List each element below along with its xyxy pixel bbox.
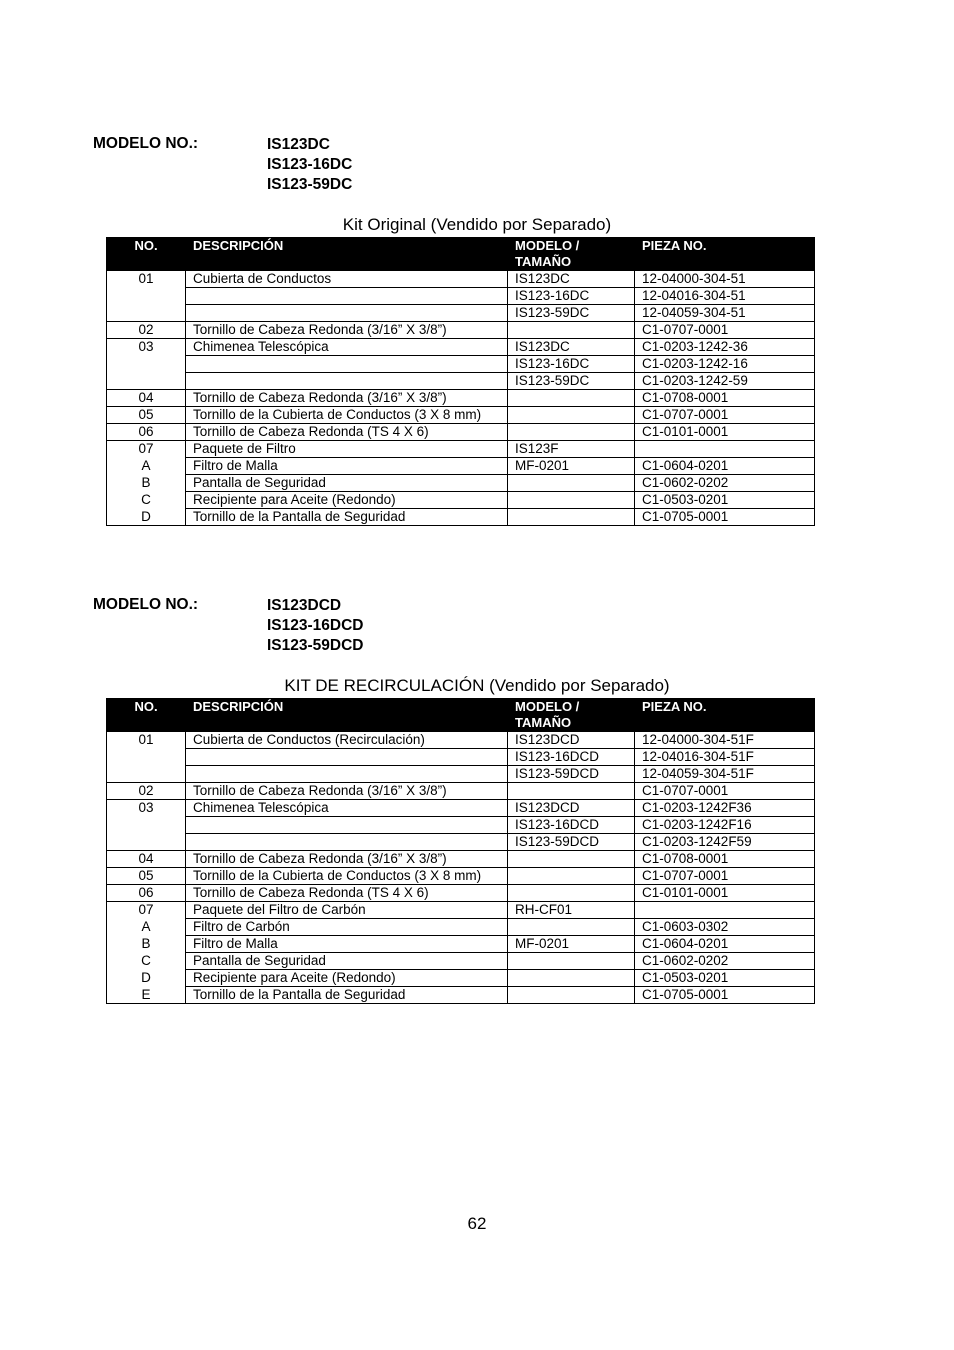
table-row [107,492,815,509]
cell-part-no: C1-0707-0001 [635,868,815,885]
cell-no: 05 [107,407,186,424]
cell-no: B [107,936,186,953]
cell-part-no: C1-0203-1242-59 [635,373,815,390]
cell-part-no: C1-0705-0001 [635,509,815,526]
cell-description: Tornillo de Cabeza Redonda (3/16” X 3/8”) [186,322,508,339]
cell-model: IS123-59DCD [508,834,635,851]
model-value: IS123-16DC [267,156,353,173]
cell-no: 04 [107,390,186,407]
cell-description: Paquete de Filtro [186,441,508,458]
cell-model: IS123DCD [508,732,635,749]
table-row [107,322,815,339]
cell-description: Filtro de Malla [186,458,508,475]
cell-no: E [107,987,186,1004]
header-no: NO. [107,238,186,271]
table-row [107,902,815,919]
cell-model: IS123-16DC [508,288,635,305]
cell-part-no: 12-04000-304-51 [635,271,815,288]
cell-model: IS123DCD [508,800,635,817]
cell-part-no: C1-0203-1242F59 [635,834,815,851]
cell-part-no: C1-0503-0201 [635,970,815,987]
cell-model: MF-0201 [508,936,635,953]
cell-part-no: 12-04059-304-51 [635,305,815,322]
cell-description: Recipiente para Aceite (Redondo) [186,492,508,509]
cell-model [508,390,635,407]
cell-no: A [107,919,186,936]
cell-description: Tornillo de la Pantalla de Seguridad [186,987,508,1004]
cell-no [107,766,186,783]
table-row [107,749,815,766]
cell-no [107,834,186,851]
cell-part-no: 12-04016-304-51F [635,749,815,766]
cell-model: RH-CF01 [508,902,635,919]
table-row [107,305,815,322]
cell-description [186,834,508,851]
cell-part-no: C1-0604-0201 [635,458,815,475]
table-row [107,424,815,441]
table-row [107,373,815,390]
cell-no: 03 [107,339,186,356]
cell-description: Tornillo de Cabeza Redonda (TS 4 X 6) [186,885,508,902]
table-row [107,868,815,885]
header-part-no: PIEZA NO. [635,238,815,271]
cell-no: 04 [107,851,186,868]
table-row [107,288,815,305]
cell-model: IS123DC [508,339,635,356]
cell-description [186,305,508,322]
cell-description: Tornillo de Cabeza Redonda (3/16” X 3/8”) [186,783,508,800]
table-row [107,407,815,424]
cell-part-no: C1-0707-0001 [635,322,815,339]
model-value: IS123-59DCD [267,637,364,654]
cell-part-no: C1-0602-0202 [635,953,815,970]
cell-part-no: C1-0203-1242F16 [635,817,815,834]
cell-no: C [107,492,186,509]
table-header-row [107,699,815,732]
table-row [107,936,815,953]
cell-model [508,953,635,970]
cell-part-no: C1-0203-1242-36 [635,339,815,356]
cell-no: 05 [107,868,186,885]
cell-description: Pantalla de Seguridad [186,475,508,492]
header-model: MODELO / TAMAÑO [508,699,635,732]
cell-no: 06 [107,424,186,441]
cell-description: Tornillo de la Cubierta de Conductos (3 X 8 mm) [186,407,508,424]
table-row [107,970,815,987]
cell-part-no: C1-0203-1242F36 [635,800,815,817]
cell-no: B [107,475,186,492]
cell-no: 07 [107,441,186,458]
cell-part-no: C1-0603-0302 [635,919,815,936]
cell-part-no: C1-0203-1242-16 [635,356,815,373]
cell-description: Cubierta de Conductos [186,271,508,288]
parts-table [106,698,815,1004]
cell-description [186,356,508,373]
cell-no: 02 [107,322,186,339]
cell-model: IS123-16DCD [508,817,635,834]
table-row [107,271,815,288]
table-row [107,919,815,936]
cell-model [508,783,635,800]
header-description: DESCRIPCIÓN [186,699,508,732]
cell-no: 01 [107,271,186,288]
cell-part-no: C1-0707-0001 [635,407,815,424]
cell-description: Tornillo de Cabeza Redonda (3/16” X 3/8”) [186,851,508,868]
cell-part-no [635,441,815,458]
cell-part-no: C1-0101-0001 [635,424,815,441]
cell-part-no [635,902,815,919]
header-model: MODELO / TAMAÑO [508,238,635,271]
table-row [107,458,815,475]
cell-model: IS123-59DC [508,373,635,390]
model-value: IS123-16DCD [267,617,364,634]
cell-model [508,970,635,987]
cell-part-no: C1-0705-0001 [635,987,815,1004]
cell-description [186,373,508,390]
cell-model: IS123-59DCD [508,766,635,783]
cell-model: IS123-59DC [508,305,635,322]
table-row [107,390,815,407]
cell-part-no: C1-0604-0201 [635,936,815,953]
table-row [107,475,815,492]
cell-model: MF-0201 [508,458,635,475]
cell-no: 03 [107,800,186,817]
table-row [107,509,815,526]
cell-part-no: C1-0101-0001 [635,885,815,902]
cell-no: C [107,953,186,970]
table-row [107,766,815,783]
model-label: MODELO NO.: [93,135,199,152]
cell-description [186,766,508,783]
cell-no [107,749,186,766]
header-part-no: PIEZA NO. [635,699,815,732]
cell-part-no: C1-0602-0202 [635,475,815,492]
cell-model [508,492,635,509]
cell-model [508,407,635,424]
cell-model: IS123DC [508,271,635,288]
cell-no: D [107,509,186,526]
cell-description: Chimenea Telescópica [186,339,508,356]
cell-description: Paquete del Filtro de Carbón [186,902,508,919]
cell-model [508,475,635,492]
cell-no: 02 [107,783,186,800]
model-value: IS123DCD [267,597,342,614]
cell-description: Tornillo de la Cubierta de Conductos (3 X 8 mm) [186,868,508,885]
cell-model [508,851,635,868]
model-list [267,596,364,656]
cell-part-no: C1-0503-0201 [635,492,815,509]
cell-description: Pantalla de Seguridad [186,953,508,970]
cell-description [186,749,508,766]
cell-part-no: 12-04016-304-51 [635,288,815,305]
table-row [107,441,815,458]
cell-part-no: C1-0707-0001 [635,783,815,800]
cell-model [508,919,635,936]
cell-no: D [107,970,186,987]
page-number: 62 [467,1214,487,1233]
table-row [107,783,815,800]
table-row [107,834,815,851]
cell-no [107,288,186,305]
cell-no: 01 [107,732,186,749]
cell-no: 06 [107,885,186,902]
cell-no [107,305,186,322]
cell-part-no: 12-04059-304-51F [635,766,815,783]
cell-description: Tornillo de Cabeza Redonda (3/16” X 3/8”) [186,390,508,407]
kit-title: Kit Original (Vendido por Separado) [342,215,612,234]
cell-description: Filtro de Malla [186,936,508,953]
cell-description: Filtro de Carbón [186,919,508,936]
cell-description: Recipiente para Aceite (Redondo) [186,970,508,987]
model-list [267,135,352,195]
kit-title: KIT DE RECIRCULACIÓN (Vendido por Separado) [284,676,670,695]
cell-no [107,817,186,834]
cell-model: IS123F [508,441,635,458]
cell-model: IS123-16DC [508,356,635,373]
cell-model [508,424,635,441]
table-row [107,953,815,970]
table-row [107,339,815,356]
cell-description: Tornillo de Cabeza Redonda (TS 4 X 6) [186,424,508,441]
table-row [107,987,815,1004]
table-row [107,851,815,868]
cell-part-no: 12-04000-304-51F [635,732,815,749]
table-row [107,356,815,373]
cell-description: Tornillo de la Pantalla de Seguridad [186,509,508,526]
model-value: IS123-59DC [267,176,353,193]
cell-part-no: C1-0708-0001 [635,851,815,868]
header-no: NO. [107,699,186,732]
table-row [107,800,815,817]
cell-no: A [107,458,186,475]
cell-description: Cubierta de Conductos (Recirculación) [186,732,508,749]
cell-model [508,322,635,339]
model-value: IS123DC [267,136,330,153]
table-row [107,732,815,749]
header-description: DESCRIPCIÓN [186,238,508,271]
cell-no [107,373,186,390]
table-row [107,885,815,902]
parts-table [106,237,815,526]
cell-model [508,868,635,885]
cell-no [107,356,186,373]
cell-no: 07 [107,902,186,919]
cell-model [508,987,635,1004]
cell-description: Chimenea Telescópica [186,800,508,817]
table-header-row [107,238,815,271]
cell-description [186,817,508,834]
cell-model: IS123-16DCD [508,749,635,766]
cell-model [508,885,635,902]
cell-part-no: C1-0708-0001 [635,390,815,407]
cell-model [508,509,635,526]
cell-description [186,288,508,305]
table-row [107,817,815,834]
model-label: MODELO NO.: [93,596,199,613]
